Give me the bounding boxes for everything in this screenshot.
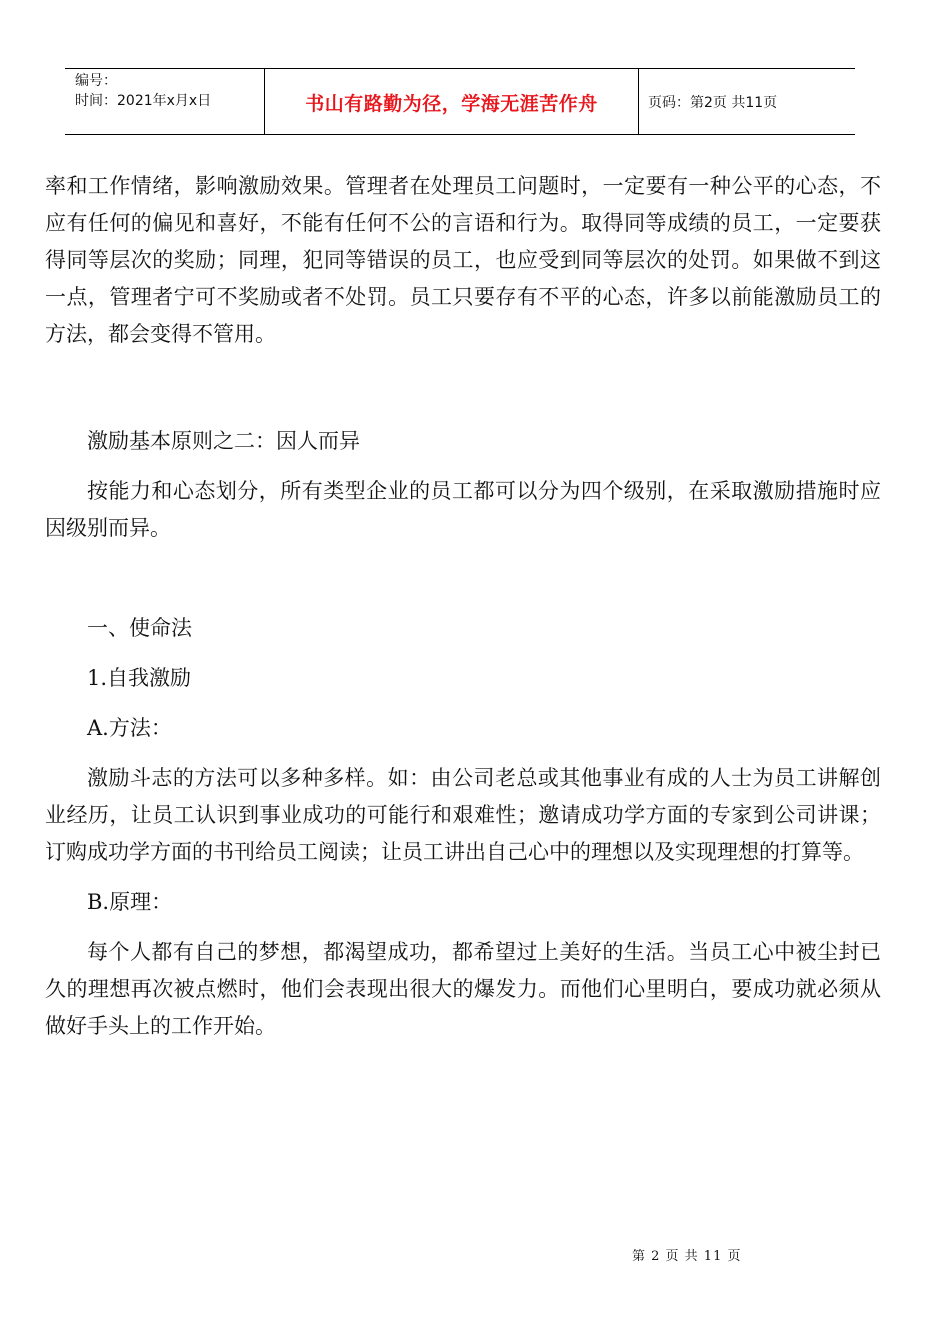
page-footer: 第 2 页 共 11 页 [632,1249,742,1264]
document-body [45,168,881,1045]
header-page-cell [639,69,855,134]
paragraph-principle: 每个人都有自己的梦想，都渴望成功，都希望过上美好的生活。当员工心中被尘封已久的理想再次被点燃时，他们会表现出很大的爆发力。而他们心里明白，要成功就必须从做好手头上的工作开始。 [45,940,881,1038]
section-1-heading: 一、使命法 [87,616,192,640]
header-info-cell [65,69,265,134]
page-header [65,68,855,135]
document-number-label: 编号： [75,73,117,89]
method-label: A.方法： [87,716,172,740]
paragraph-principle-2: 按能力和心态划分，所有类型企业的员工都可以分为四个级别，在采取激励措施时应因级别而异。 [45,479,881,540]
principle-2-heading: 激励基本原则之二：因人而异 [87,429,360,453]
paragraph-fairness: 率和工作情绪，影响激励效果。管理者在处理员工问题时，一定要有一种公平的心态，不应有任何的偏见和喜好，不能有任何不公的言语和行为。取得同等成绩的员工，一定要获得同等层次的奖励；同理，犯同等错误的员工，也应受到同等层次的处罚。如果做不到这一点，管理者宁可不奖励或者不处罚。员工只要存有不平的心态，许多以前能激励员工的方法，都会变得不管用。 [45,174,881,346]
header-page-code: 页码：第2页 共11页 [648,94,778,111]
header-motto-cell [265,69,639,134]
header-motto: 书山有路勤为径，学海无涯苦作舟 [305,93,598,115]
subsection-1-heading: 1.自我激励 [87,666,192,690]
paragraph-method: 激励斗志的方法可以多种多样。如：由公司老总或其他事业有成的人士为员工讲解创业经历，让员工认识到事业成功的可能行和艰难性；邀请成功学方面的专家到公司讲课；订购成功学方面的书刊给员工阅读；让员工讲出自己心中的理想以及实现理想的打算等。 [45,766,881,864]
principle-label: B.原理： [87,890,173,914]
document-time-label: 时间：2021年x月x日 [75,93,212,109]
